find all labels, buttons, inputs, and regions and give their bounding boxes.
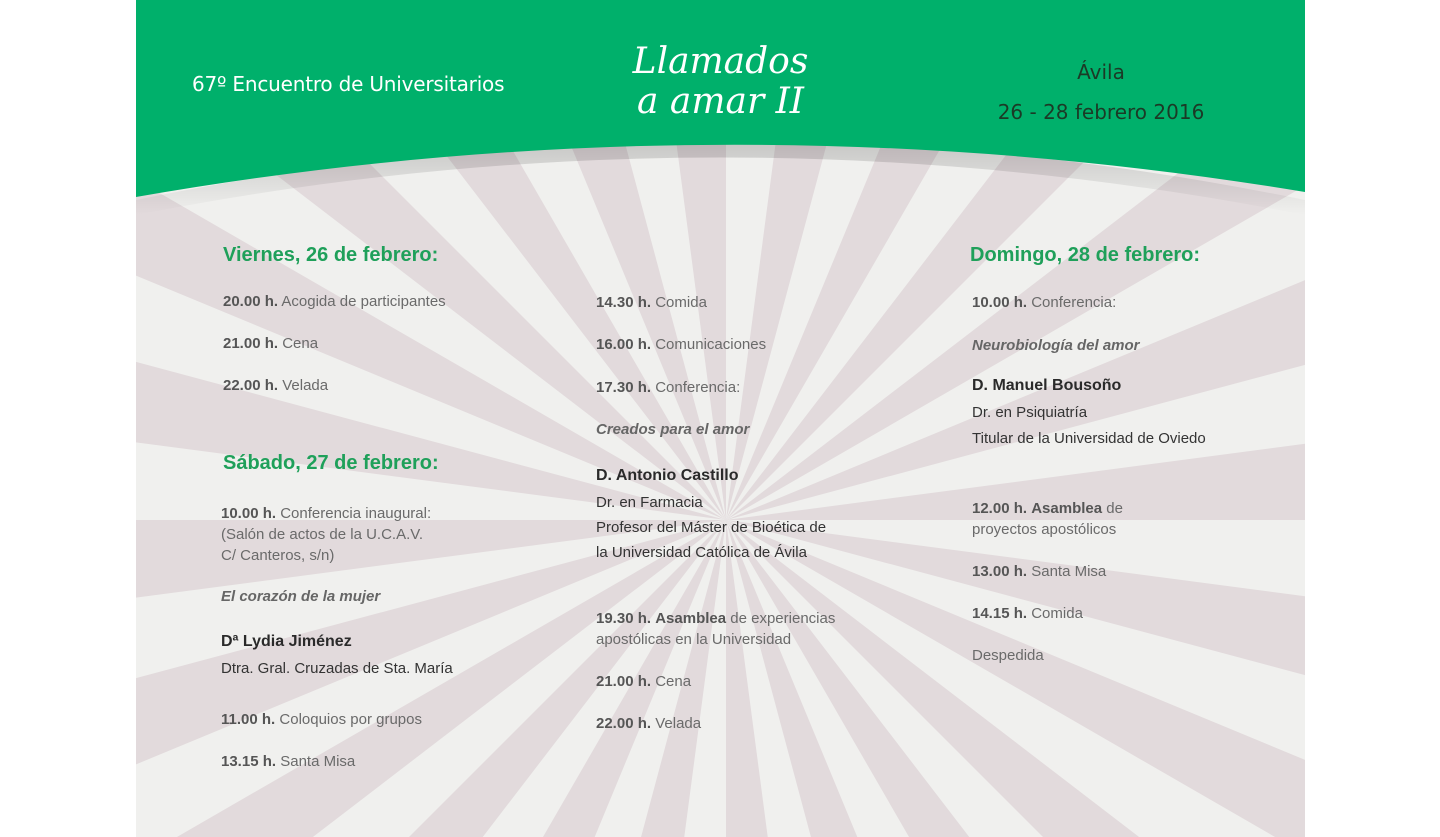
event-location: Ávila [1077, 60, 1125, 84]
sunday-conf [972, 292, 1116, 313]
saturday-conf-place1: (Salón de actos de la U.C.A.V. [221, 526, 424, 543]
friday-item-3-time: 22.00 h. [223, 377, 279, 394]
saturday-talk-title: El corazón de la mujer [221, 588, 381, 605]
sunday-item-2 [972, 603, 1083, 624]
sunday-assembly-time: 12.00 h. [972, 500, 1028, 517]
saturday-conf-text: Conferencia inaugural: [280, 505, 432, 522]
sunday-heading: Domingo, 28 de febrero: [970, 244, 1201, 266]
saturday-item-5 [596, 671, 691, 692]
saturday-item-6 [596, 713, 701, 734]
saturday-assembly [596, 608, 835, 629]
sunday-speaker-role1: Dr. en Psiquiatría [972, 404, 1088, 421]
saturday-item-3-time: 14.30 h. [596, 294, 652, 311]
saturday-conf [221, 503, 431, 524]
sunday-item-2-time: 14.15 h. [972, 605, 1028, 622]
saturday-assembly-time: 19.30 h. [596, 610, 652, 627]
saturday-speaker2: D. Antonio Castillo [596, 467, 739, 484]
friday-item-2 [223, 333, 318, 354]
saturday-speaker2-role2: Profesor del Máster de Bioética de [596, 519, 827, 536]
sunday-conf-text: Conferencia: [1031, 294, 1117, 311]
saturday-conf2-text: Conferencia: [655, 379, 741, 396]
saturday-item-1 [221, 709, 422, 730]
friday-item-3 [223, 375, 328, 396]
saturday-assembly-text2: apostólicas en la Universidad [596, 631, 792, 648]
saturday-item-6-time: 22.00 h. [596, 715, 652, 732]
sunday-assembly-label: Asamblea [1031, 500, 1103, 517]
saturday-item-4 [596, 334, 766, 355]
saturday-item-6-text: Velada [655, 715, 702, 732]
sunday-speaker-role2: Titular de la Universidad de Oviedo [972, 430, 1206, 447]
saturday-speaker2-role3: la Universidad Católica de Ávila [596, 544, 807, 561]
saturday-item-2-text: Santa Misa [280, 753, 356, 770]
saturday-conf2-time: 17.30 h. [596, 379, 652, 396]
sunday-item-2-text: Comida [1031, 605, 1083, 622]
saturday-item-4-time: 16.00 h. [596, 336, 652, 353]
sunday-talk-title: Neurobiología del amor [972, 337, 1140, 354]
saturday-item-4-text: Comunicaciones [655, 336, 767, 353]
friday-item-2-text: Cena [282, 335, 319, 352]
friday-item-2-time: 21.00 h. [223, 335, 279, 352]
saturday-item-1-time: 11.00 h. [221, 711, 276, 728]
sunday-item-1 [972, 561, 1106, 582]
saturday-conf-place2: C/ Canteros, s/n) [221, 547, 335, 564]
saturday-heading: Sábado, 27 de febrero: [223, 452, 439, 474]
sunday-item-1-time: 13.00 h. [972, 563, 1028, 580]
event-title-line2: a amar II [636, 81, 805, 122]
sunday-assembly [972, 498, 1123, 519]
sunday-speaker: D. Manuel Bousoño [972, 377, 1122, 394]
friday-heading: Viernes, 26 de febrero: [223, 244, 439, 266]
saturday-speaker2-role1: Dr. en Farmacia [596, 494, 703, 511]
event-title-line1: Llamados [632, 41, 809, 82]
event-poster [136, 0, 1305, 837]
saturday-conf2 [596, 377, 740, 398]
friday-item-1 [223, 291, 446, 312]
saturday-item-3-text: Comida [655, 294, 707, 311]
event-subtitle: 67º Encuentro de Universitarios [192, 72, 505, 96]
saturday-item-3 [596, 292, 707, 313]
friday-item-1-time: 20.00 h. [223, 293, 279, 310]
saturday-assembly-label: Asamblea [655, 610, 727, 627]
event-dates: 26 - 28 febrero 2016 [997, 100, 1205, 124]
saturday-item-2-time: 13.15 h. [221, 753, 277, 770]
saturday-assembly-text1: de experiencias [730, 610, 836, 627]
saturday-speaker-role: Dtra. Gral. Cruzadas de Sta. María [221, 660, 453, 677]
sunday-assembly-text1: de [1106, 500, 1123, 517]
sunday-item-1-text: Santa Misa [1031, 563, 1107, 580]
saturday-item-5-time: 21.00 h. [596, 673, 652, 690]
saturday-speaker: Dª Lydia Jiménez [221, 633, 352, 650]
sunday-assembly-text2: proyectos apostólicos [972, 521, 1117, 538]
saturday-item-5-text: Cena [655, 673, 692, 690]
saturday-conf-time: 10.00 h. [221, 505, 277, 522]
friday-item-1-text: Acogida de participantes [281, 293, 446, 310]
saturday-item-2 [221, 751, 355, 772]
sunday-conf-time: 10.00 h. [972, 294, 1028, 311]
saturday-item-1-text: Coloquios por grupos [279, 711, 422, 728]
friday-item-3-text: Velada [282, 377, 329, 394]
sunday-farewell: Despedida [972, 647, 1044, 664]
saturday-talk2-title: Creados para el amor [596, 421, 750, 438]
